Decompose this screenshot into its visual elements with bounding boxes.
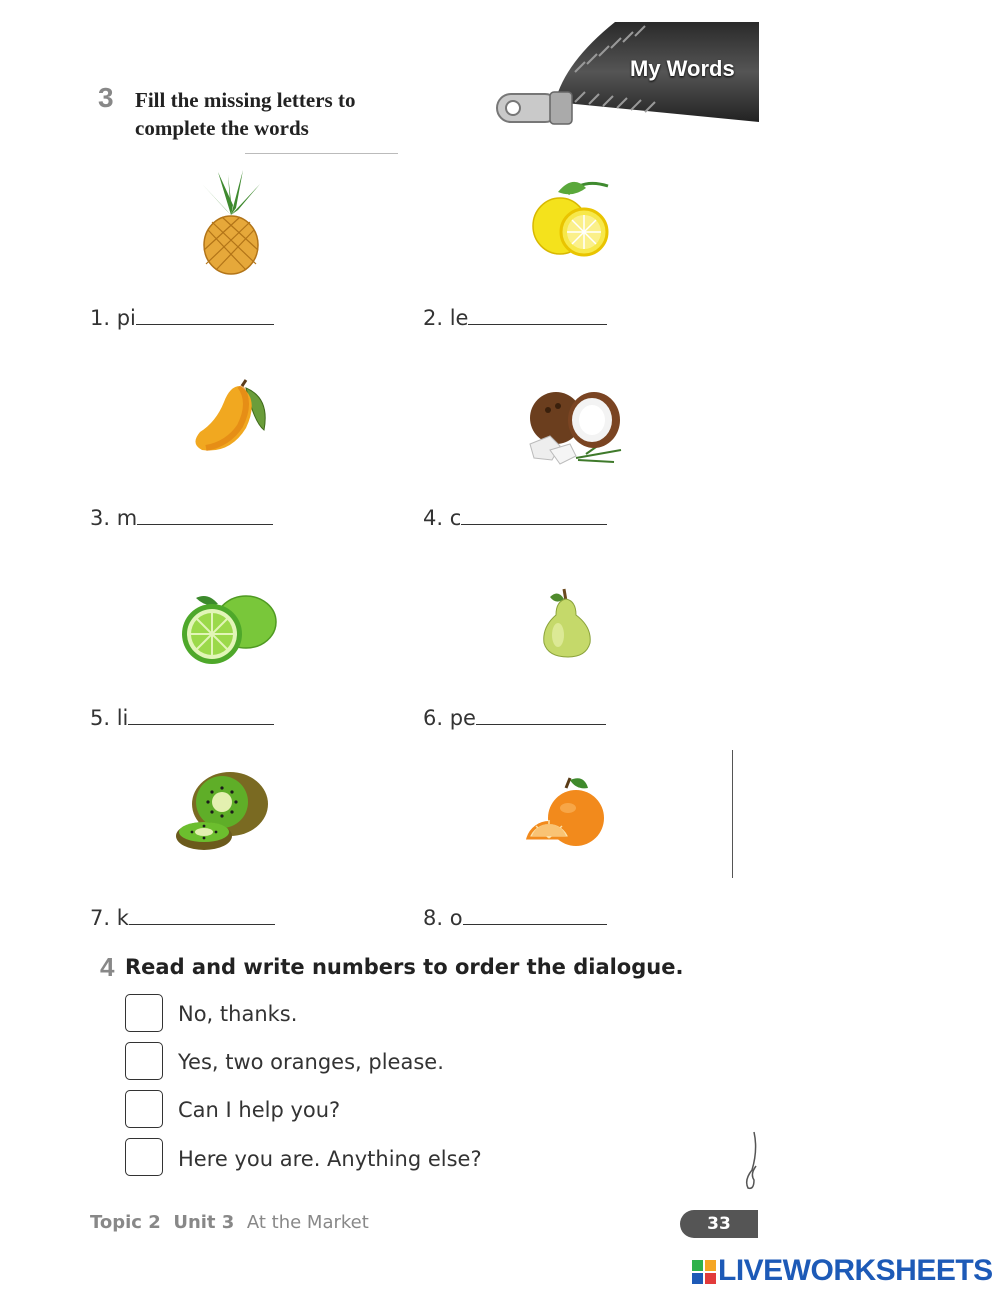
- item-2-blank[interactable]: [468, 306, 607, 325]
- item-1: [90, 306, 274, 330]
- item-7: [90, 906, 275, 930]
- kiwi-icon: [174, 770, 272, 854]
- item-3-prefix: 3. m: [90, 506, 138, 530]
- item-7-blank[interactable]: [129, 906, 275, 925]
- section-3-number: 3: [98, 82, 114, 113]
- order-box-1[interactable]: [125, 994, 163, 1032]
- footer-subtitle: At the Market: [246, 1212, 369, 1233]
- item-8-prefix: 8. o: [423, 906, 463, 930]
- item-8-blank[interactable]: [463, 906, 607, 925]
- item-4: [423, 506, 607, 530]
- dialogue-line-4: Here you are. Anything else?: [178, 1147, 482, 1171]
- item-6-prefix: 6. pe: [423, 706, 476, 730]
- page-number: 33: [680, 1210, 758, 1238]
- brand-name: LIVEWORKSHEETS: [718, 1254, 993, 1287]
- my-words-banner: [495, 22, 759, 130]
- coconut-icon: [526, 380, 624, 466]
- item-1-blank[interactable]: [136, 306, 274, 325]
- item-5-blank[interactable]: [128, 706, 274, 725]
- orange-icon: [526, 774, 606, 856]
- section-3-title: [135, 86, 355, 142]
- section-3-title-line-1: Fill the missing letters to: [135, 88, 356, 112]
- doodle-icon: [740, 1130, 762, 1192]
- item-4-blank[interactable]: [461, 506, 607, 525]
- item-2: [423, 306, 607, 330]
- order-box-3[interactable]: [125, 1090, 163, 1128]
- item-6-blank[interactable]: [476, 706, 606, 725]
- order-box-2[interactable]: [125, 1042, 163, 1080]
- dialogue-line-1: No, thanks.: [178, 1002, 298, 1026]
- item-4-prefix: 4. c: [423, 506, 462, 530]
- item-8: [423, 906, 607, 930]
- order-box-4[interactable]: [125, 1138, 163, 1176]
- lemon-icon: [528, 176, 612, 260]
- item-3-blank[interactable]: [137, 506, 273, 525]
- mango-icon: [190, 378, 272, 456]
- item-1-prefix: 1. pi: [90, 306, 136, 330]
- footer-topic-label: Topic 2: [90, 1212, 161, 1233]
- dialogue-line-3: Can I help you?: [178, 1098, 341, 1122]
- item-2-prefix: 2. le: [423, 306, 469, 330]
- lime-icon: [178, 590, 280, 670]
- dialogue-line-2: Yes, two oranges, please.: [178, 1050, 444, 1074]
- item-3: [90, 506, 273, 530]
- brand-grid-icon: [692, 1260, 716, 1284]
- banner-title: My Words: [630, 56, 735, 81]
- divider-line: [732, 750, 733, 878]
- title-underline: [245, 153, 398, 154]
- section-3-title-line-2: complete the words: [135, 116, 309, 140]
- item-5-prefix: 5. li: [90, 706, 129, 730]
- section-4-number: 4: [100, 952, 115, 982]
- item-7-prefix: 7. k: [90, 906, 129, 930]
- item-6: [423, 706, 606, 730]
- pineapple-icon: [198, 170, 264, 276]
- pear-icon: [540, 587, 598, 659]
- item-5: [90, 706, 274, 730]
- brand-logo: [692, 1256, 992, 1288]
- footer-topic: [90, 1212, 369, 1233]
- section-4-title: Read and write numbers to order the dialogue.: [125, 955, 684, 979]
- footer-unit-label: Unit 3: [173, 1212, 235, 1233]
